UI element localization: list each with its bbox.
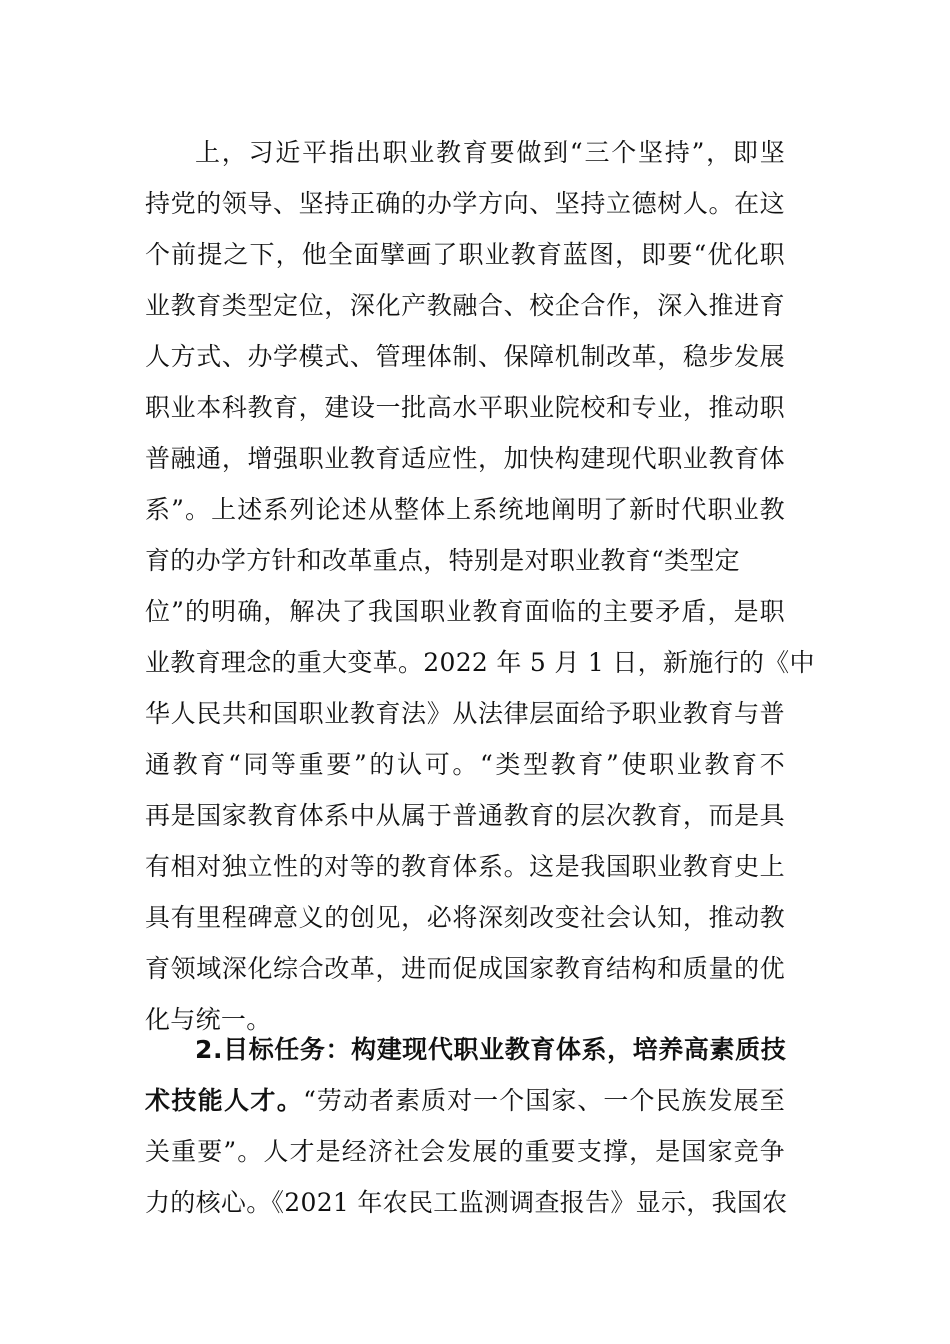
text-line: 育的办学方针和改革重点，特别是对职业教育“类型定 — [145, 546, 740, 575]
section-heading: 2.目标任务：构建现代职业教育体系，培养高素质技 — [195, 1035, 787, 1064]
text-line: 业教育类型定位，深化产教融合、校企合作，深入推进育 — [145, 291, 785, 320]
text-line: 上，习近平指出职业教育要做到“三个坚持”，即坚 — [195, 138, 785, 167]
text-line: 有相对独立性的对等的教育体系。这是我国职业教育史上 — [145, 852, 785, 881]
section-heading-continued: 术技能人才。 — [145, 1086, 304, 1115]
text-line: 力的核心。《2021 年农民工监测调查报告》显示，我国农 — [145, 1188, 788, 1217]
text-line: 个前提之下，他全面擘画了职业教育蓝图，即要“优化职 — [145, 240, 785, 269]
text-line: 位”的明确，解决了我国职业教育面临的主要矛盾，是职 — [145, 597, 785, 626]
text-line: 职业本科教育，建设一批高水平职业院校和专业，推动职 — [145, 393, 785, 422]
text-line — [145, 1081, 785, 1121]
text-line: 系”。上述系列论述从整体上系统地阐明了新时代职业教 — [145, 495, 785, 524]
text-line: 人方式、办学模式、管理体制、保障机制改革，稳步发展 — [145, 342, 785, 371]
text-line: 具有里程碑意义的创见，必将深刻改变社会认知，推动教 — [145, 903, 785, 932]
text-span: “劳动者素质对一个国家、一个民族发展至 — [303, 1086, 785, 1115]
text-line: 化与统一。 — [145, 1005, 272, 1034]
text-line: 普融通，增强职业教育适应性，加快构建现代职业教育体 — [145, 444, 785, 473]
text-line: 关重要”。人才是经济社会发展的重要支撑，是国家竞争 — [145, 1137, 785, 1166]
text-line: 通教育“同等重要”的认可。“类型教育”使职业教育不 — [145, 750, 785, 779]
text-line: 华人民共和国职业教育法》从法律层面给予职业教育与普 — [145, 699, 785, 728]
text-line: 业教育理念的重大变革。2022 年 5 月 1 日，新施行的《中 — [145, 648, 815, 677]
text-line: 育领域深化综合改革，进而促成国家教育结构和质量的优 — [145, 954, 785, 983]
text-line: 持党的领导、坚持正确的办学方向、坚持立德树人。在这 — [145, 189, 785, 218]
text-line: 再是国家教育体系中从属于普通教育的层次教育，而是具 — [145, 801, 785, 830]
